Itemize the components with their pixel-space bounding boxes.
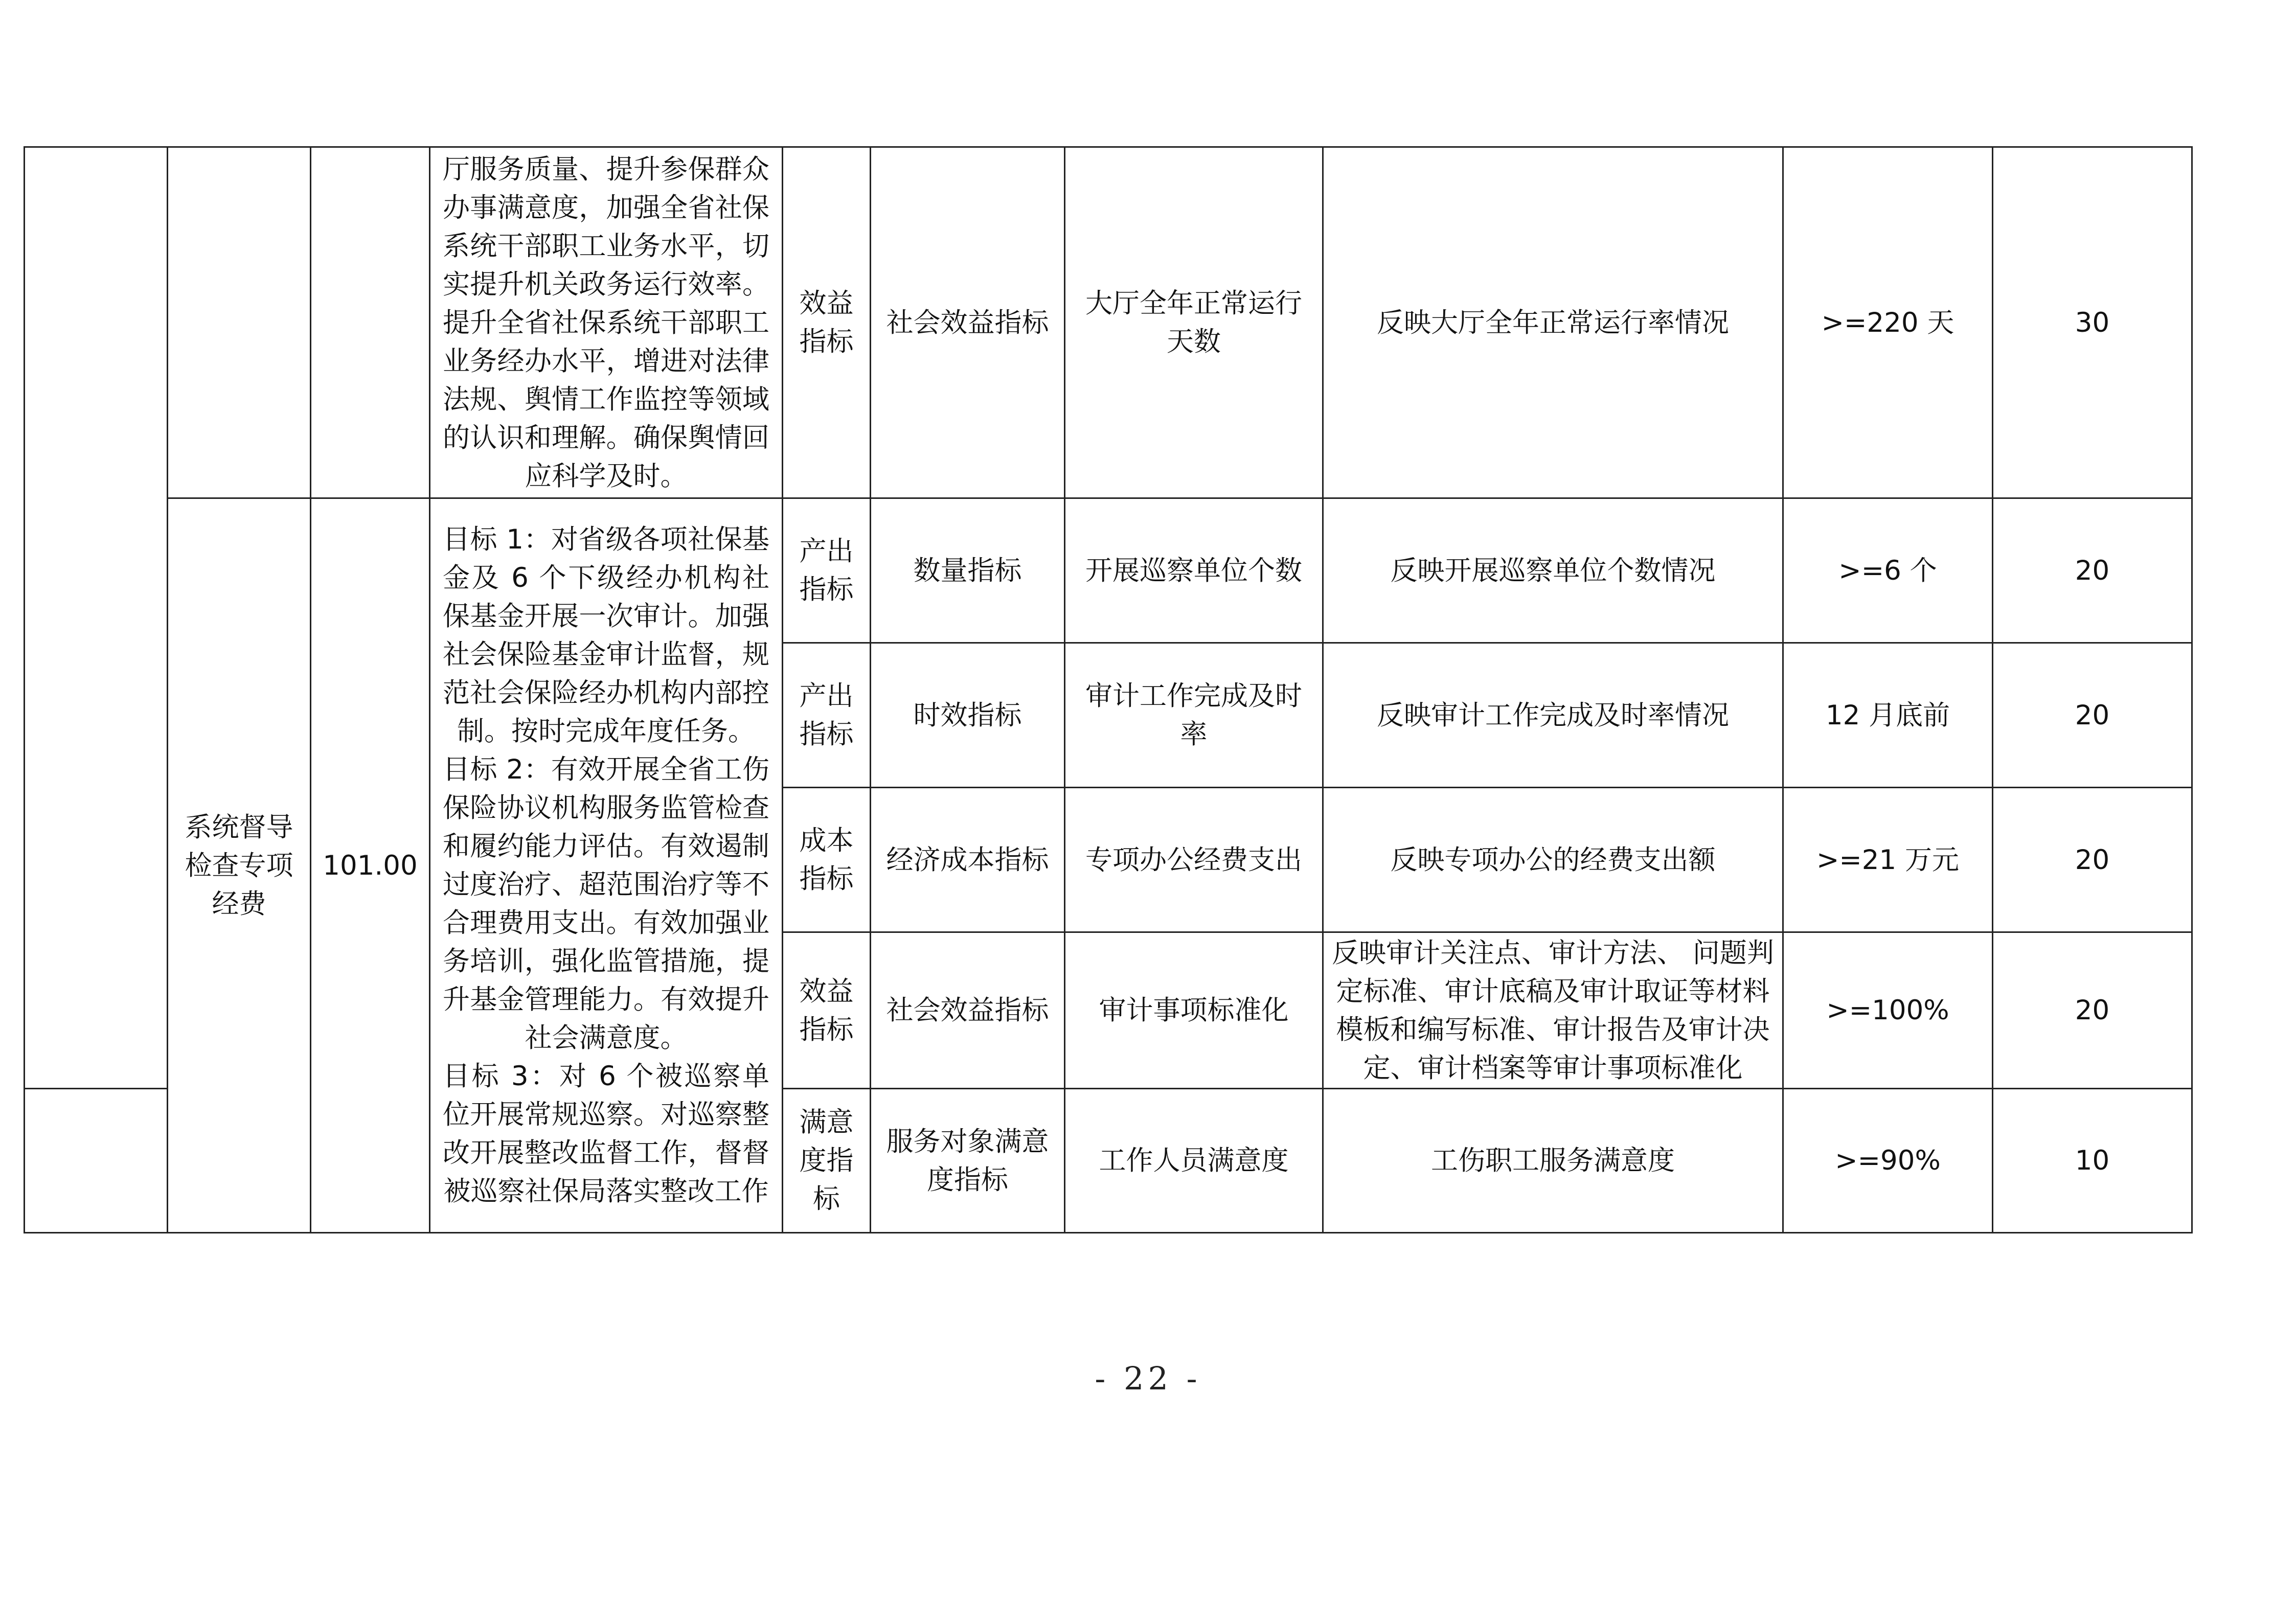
level1-indicator: 满意度指标 xyxy=(799,1107,854,1215)
score-cell xyxy=(1993,498,2192,643)
level2-indicator-cell xyxy=(871,643,1065,788)
target-value: >=21 万元 xyxy=(1816,844,1960,876)
amount-cell-empty xyxy=(311,147,430,498)
level1-indicator: 效益指标 xyxy=(799,975,854,1045)
level2-indicator-cell xyxy=(871,788,1065,932)
score-cell xyxy=(1993,643,2192,788)
table-row xyxy=(25,147,2192,498)
target-value-cell xyxy=(1783,1089,1993,1233)
level1-indicator-cell xyxy=(783,498,871,643)
indicator-description-cell xyxy=(1323,1089,1783,1233)
indicator-name-cell xyxy=(1065,1089,1323,1233)
score-value: 10 xyxy=(2075,1145,2110,1176)
indicator-name-cell xyxy=(1065,932,1323,1089)
indicator-name: 工作人员满意度 xyxy=(1099,1145,1289,1176)
indicator-name: 审计工作完成及时率 xyxy=(1085,680,1302,750)
level1-indicator-cell xyxy=(783,1089,871,1233)
score-value: 20 xyxy=(2075,844,2110,876)
indicator-description-cell xyxy=(1323,498,1783,643)
indicator-name-cell xyxy=(1065,643,1323,788)
target-value: 12 月底前 xyxy=(1825,699,1950,731)
performance-indicator-table xyxy=(24,146,2193,1233)
score-cell xyxy=(1993,147,2192,498)
project-name: 系统督导检查专项经费 xyxy=(185,811,293,920)
indicator-description: 反映审计工作完成及时率情况 xyxy=(1377,699,1729,731)
target-value: >=100% xyxy=(1826,995,1949,1026)
indicator-name-cell xyxy=(1065,147,1323,498)
score-cell xyxy=(1993,1089,2192,1233)
first-column-cell xyxy=(25,498,168,643)
level2-indicator-cell xyxy=(871,1089,1065,1233)
level2-indicator: 经济成本指标 xyxy=(886,844,1049,876)
goal-text-cell xyxy=(430,147,783,498)
score-cell xyxy=(1993,932,2192,1089)
score-value: 20 xyxy=(2075,555,2110,586)
table-row xyxy=(25,498,2192,643)
target-value-cell xyxy=(1783,932,1993,1089)
project-name-cell xyxy=(168,498,311,1233)
level2-indicator-cell xyxy=(871,498,1065,643)
target-value: >=220 天 xyxy=(1821,307,1954,338)
level2-indicator: 时效指标 xyxy=(913,699,1022,731)
level2-indicator: 服务对象满意度指标 xyxy=(886,1126,1049,1196)
level1-indicator-cell xyxy=(783,788,871,932)
indicator-description-cell xyxy=(1323,788,1783,932)
amount-cell xyxy=(311,498,430,1233)
project-goals-cell xyxy=(430,498,783,1233)
indicator-name-cell xyxy=(1065,788,1323,932)
indicator-name-cell xyxy=(1065,498,1323,643)
level2-indicator: 社会效益指标 xyxy=(886,995,1049,1026)
goal-2-text: 目标 2：有效开展全省工伤保险协议机构服务监管检查和履约能力评估。有效遏制过度治疗、超范围治疗等不合理费用支出。有效加强业务培训，强化监管措施，提升基金管理能力。有效提升社会满意度。 xyxy=(443,754,769,1054)
indicator-description: 反映审计关注点、审计方法、 问题判定标准、审计底稿及审计取证等材料模板和编写标准、审计报告及审计决定、审计档案等审计事项标准化 xyxy=(1332,937,1774,1084)
indicator-name: 审计事项标准化 xyxy=(1099,995,1289,1026)
target-value: >=90% xyxy=(1835,1145,1941,1176)
goal-3-text: 目标 3：对 6 个被巡察单位开展常规巡察。对巡察整改开展整改监督工作，督督被巡察社保局落实整改工作 xyxy=(443,1061,769,1207)
score-value: 30 xyxy=(2075,307,2110,338)
level2-indicator: 社会效益指标 xyxy=(886,307,1049,338)
first-column-cell xyxy=(25,932,168,1089)
score-value: 20 xyxy=(2075,995,2110,1026)
level1-indicator: 产出指标 xyxy=(799,680,854,750)
score-value: 20 xyxy=(2075,699,2110,731)
level2-indicator-cell xyxy=(871,932,1065,1089)
target-value-cell xyxy=(1783,498,1993,643)
indicator-description: 反映专项办公的经费支出额 xyxy=(1390,844,1716,876)
target-value-cell xyxy=(1783,147,1993,498)
indicator-description: 反映大厅全年正常运行率情况 xyxy=(1377,307,1729,338)
level1-indicator-cell xyxy=(783,932,871,1089)
indicator-description-cell xyxy=(1323,147,1783,498)
level1-indicator-cell xyxy=(783,643,871,788)
level2-indicator-cell xyxy=(871,147,1065,498)
indicator-name: 专项办公经费支出 xyxy=(1085,844,1302,876)
goal-1-text: 目标 1：对省级各项社保基金及 6 个下级经办机构社保基金开展一次审计。加强社会保险基金审计监督，规范社会保险经办机构内部控制。按时完成年度任务。 xyxy=(443,524,769,747)
project-amount: 101.00 xyxy=(323,850,418,881)
first-column-cell xyxy=(25,1089,168,1233)
indicator-name: 大厅全年正常运行天数 xyxy=(1085,288,1302,357)
indicator-description-cell xyxy=(1323,643,1783,788)
page-number: - 22 - xyxy=(1095,1360,1201,1397)
project-name-cell-empty xyxy=(168,147,311,498)
goal-text: 厅服务质量、提升参保群众办事满意度，加强全省社保系统干部职工业务水平，切实提升机关政务运行效率。提升全省社保系统干部职工业务经办水平，增进对法律法规、舆情工作监控等领域的认识和理解。确保舆情回应科学及时。 xyxy=(443,153,769,492)
indicator-description: 工伤职工服务满意度 xyxy=(1431,1145,1675,1176)
target-value: >=6 个 xyxy=(1838,555,1937,586)
target-value-cell xyxy=(1783,643,1993,788)
first-column-cell xyxy=(25,643,168,788)
indicator-description: 反映开展巡察单位个数情况 xyxy=(1390,555,1716,586)
first-column-cell xyxy=(25,147,168,498)
level1-indicator-cell xyxy=(783,147,871,498)
first-column-cell xyxy=(25,788,168,932)
level1-indicator: 成本指标 xyxy=(799,825,854,895)
score-cell xyxy=(1993,788,2192,932)
level1-indicator: 产出指标 xyxy=(799,536,854,605)
level1-indicator: 效益指标 xyxy=(799,288,854,357)
indicator-name: 开展巡察单位个数 xyxy=(1085,555,1302,586)
level2-indicator: 数量指标 xyxy=(913,555,1022,586)
target-value-cell xyxy=(1783,788,1993,932)
indicator-description-cell xyxy=(1323,932,1783,1089)
